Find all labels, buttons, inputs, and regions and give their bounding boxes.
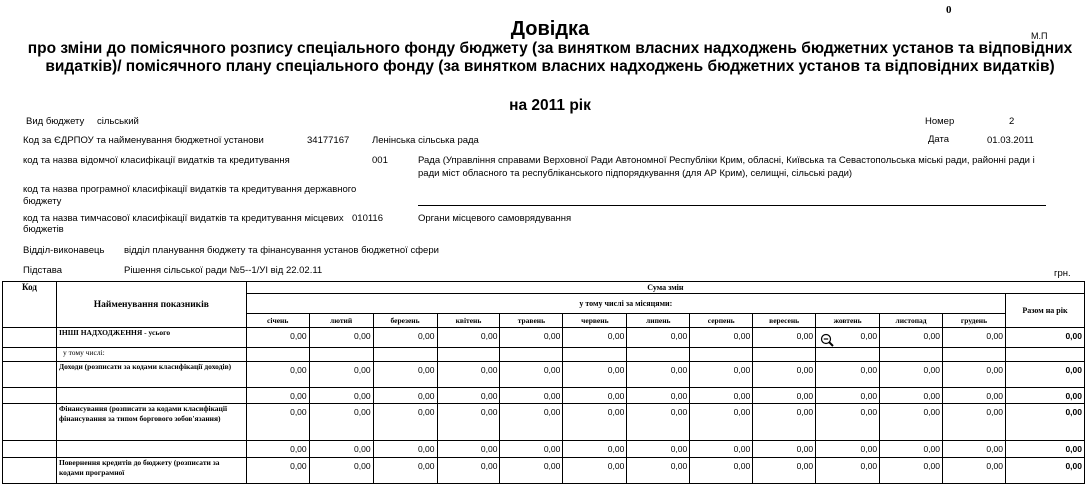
month-value-cell: 0,00 <box>437 404 500 441</box>
month-value-cell <box>309 348 373 362</box>
document-title: Довідка <box>510 18 590 40</box>
changes-table <box>2 281 1085 484</box>
month-value-cell <box>373 348 437 362</box>
month-value-cell <box>690 348 753 362</box>
month-value-cell: 0,00 <box>816 328 880 348</box>
month-value-cell: 0,00 <box>373 404 437 441</box>
month-value-cell: 0,00 <box>880 458 943 484</box>
month-value-cell <box>816 348 880 362</box>
month-value-cell: 0,00 <box>753 441 816 458</box>
row-total-cell: 0,00 <box>1005 328 1084 348</box>
zoom-cursor-icon <box>820 333 834 347</box>
month-value-cell: 0,00 <box>943 458 1006 484</box>
month-value-cell: 0,00 <box>943 328 1006 348</box>
row-name <box>56 388 246 404</box>
month-value-cell: 0,00 <box>880 388 943 404</box>
month-header: квітень <box>437 314 500 328</box>
month-value-cell <box>753 348 816 362</box>
month-value-cell: 0,00 <box>373 362 437 388</box>
month-value-cell: 0,00 <box>627 362 690 388</box>
month-value-cell: 0,00 <box>500 404 563 441</box>
executor-label: Відділ-виконавець <box>23 245 105 256</box>
document-subtitle: про зміни до помісячного розпису спеціального фонду бюджету (за винятком власних надходжень бюджетних установ та відповідних видатків)/ помісячного плану спеціального фонду (за винятком власних надходжень бюджетних установ та відповідних видатків) <box>27 40 1073 75</box>
month-value-cell: 0,00 <box>690 362 753 388</box>
table-row <box>3 328 1085 348</box>
temp-code: 010116 <box>352 213 383 224</box>
month-value-cell: 0,00 <box>816 362 880 388</box>
date-label: Дата <box>928 134 950 145</box>
edrpou-name: Ленінська сільська рада <box>372 135 479 146</box>
month-value-cell: 0,00 <box>309 404 373 441</box>
month-header: грудень <box>943 314 1006 328</box>
basis-label: Підстава <box>23 265 62 276</box>
table-row <box>3 348 1085 362</box>
month-value-cell: 0,00 <box>753 328 816 348</box>
month-value-cell: 0,00 <box>690 441 753 458</box>
month-value-cell: 0,00 <box>690 404 753 441</box>
month-value-cell: 0,00 <box>500 388 563 404</box>
month-value-cell: 0,00 <box>943 441 1006 458</box>
month-value-cell: 0,00 <box>627 404 690 441</box>
month-value-cell: 0,00 <box>690 388 753 404</box>
month-value-cell <box>943 348 1006 362</box>
table-row <box>3 404 1085 441</box>
month-header: січень <box>246 314 309 328</box>
month-value-cell: 0,00 <box>437 362 500 388</box>
month-value-cell <box>437 348 500 362</box>
row-code <box>3 458 57 484</box>
month-value-cell: 0,00 <box>753 362 816 388</box>
month-value-cell: 0,00 <box>563 328 627 348</box>
row-code <box>3 348 57 362</box>
row-total-cell: 0,00 <box>1005 441 1084 458</box>
row-name: Фінансування (розписати за кодами класифікації фінансування за типом боргового зобов'язання) <box>56 404 246 441</box>
month-header: вересень <box>753 314 816 328</box>
month-value-cell <box>627 348 690 362</box>
month-value-cell: 0,00 <box>627 328 690 348</box>
month-value-cell: 0,00 <box>309 362 373 388</box>
month-value-cell: 0,00 <box>437 441 500 458</box>
row-code <box>3 362 57 388</box>
prog-label: код та назва програмної класифікації видатків та кредитування державного бюджету <box>23 184 357 207</box>
date-value: 01.03.2011 <box>987 135 1034 146</box>
document-year: на 2011 рік <box>509 97 591 114</box>
month-value-cell: 0,00 <box>309 441 373 458</box>
month-value-cell: 0,00 <box>627 458 690 484</box>
month-header: лютий <box>309 314 373 328</box>
table-row <box>3 362 1085 388</box>
month-value-cell: 0,00 <box>880 404 943 441</box>
month-value-cell: 0,00 <box>246 441 309 458</box>
table-row <box>3 458 1085 484</box>
month-value-cell: 0,00 <box>437 388 500 404</box>
month-header: травень <box>500 314 563 328</box>
month-value-cell: 0,00 <box>943 388 1006 404</box>
month-value-cell: 0,00 <box>500 458 563 484</box>
temp-label: код та назва тимчасової класифікації видатків та кредитування місцевих бюджетів <box>23 213 344 235</box>
month-value-cell: 0,00 <box>880 362 943 388</box>
dept-name: Рада (Управління справами Верховної Ради Автономної Республіки Крим, обласні, Київська та Севастопольська міські ради, районні ради і ради міст обласного та республіканського підпорядкування (для АР Крим), селищні, сільські ради) <box>418 155 1035 179</box>
row-code <box>3 441 57 458</box>
row-name <box>56 441 246 458</box>
row-total-cell <box>1005 348 1084 362</box>
row-name: Доходи (розписати за кодами класифікації доходів) <box>56 362 246 388</box>
currency-label: грн. <box>1054 268 1071 279</box>
month-value-cell <box>500 348 563 362</box>
month-header: листопад <box>880 314 943 328</box>
month-value-cell: 0,00 <box>246 404 309 441</box>
month-value-cell: 0,00 <box>753 388 816 404</box>
month-value-cell: 0,00 <box>246 458 309 484</box>
month-value-cell: 0,00 <box>309 328 373 348</box>
executor-value: відділ планування бюджету та фінансування установ бюджетної сфери <box>124 245 439 256</box>
month-value-cell: 0,00 <box>309 458 373 484</box>
stamp-place-label: М.П <box>1031 31 1048 41</box>
edrpou-label: Код за ЄДРПОУ та найменування бюджетної установи <box>23 135 264 146</box>
month-value-cell: 0,00 <box>246 388 309 404</box>
number-value: 2 <box>1009 116 1015 127</box>
month-value-cell <box>880 348 943 362</box>
month-value-cell: 0,00 <box>373 328 437 348</box>
basis-value: Рішення сільської ради №5--1/УІ від 22.02.11 <box>124 265 323 276</box>
month-value-cell: 0,00 <box>309 388 373 404</box>
month-value-cell: 0,00 <box>690 458 753 484</box>
month-value-cell: 0,00 <box>246 328 309 348</box>
month-value-cell: 0,00 <box>373 458 437 484</box>
month-value-cell: 0,00 <box>563 388 627 404</box>
row-total-cell: 0,00 <box>1005 388 1084 404</box>
month-value-cell: 0,00 <box>246 362 309 388</box>
row-name: ІНШІ НАДХОДЖЕННЯ - усього <box>56 328 246 348</box>
month-value-cell <box>563 348 627 362</box>
month-value-cell: 0,00 <box>500 362 563 388</box>
row-total-cell: 0,00 <box>1005 362 1084 388</box>
table-row <box>3 388 1085 404</box>
dept-code: 001 <box>372 155 388 166</box>
month-value-cell: 0,00 <box>373 441 437 458</box>
row-code <box>3 388 57 404</box>
month-value-cell: 0,00 <box>437 458 500 484</box>
table-row <box>3 441 1085 458</box>
budget-type-label: Вид бюджету <box>26 116 85 127</box>
col-name-header: Найменування показників <box>56 282 246 328</box>
month-header: березень <box>373 314 437 328</box>
row-code <box>3 404 57 441</box>
month-value-cell: 0,00 <box>816 458 880 484</box>
month-value-cell: 0,00 <box>816 441 880 458</box>
month-value-cell: 0,00 <box>627 441 690 458</box>
month-value-cell: 0,00 <box>690 328 753 348</box>
month-value-cell: 0,00 <box>943 362 1006 388</box>
month-value-cell: 0,00 <box>880 328 943 348</box>
number-label: Номер <box>925 116 955 127</box>
col-months-group-header: у тому числі за місяцями: <box>246 294 1005 314</box>
month-value-cell: 0,00 <box>437 328 500 348</box>
month-value-cell: 0,00 <box>563 458 627 484</box>
month-value-cell: 0,00 <box>943 404 1006 441</box>
month-value-cell <box>246 348 309 362</box>
month-value-cell: 0,00 <box>880 441 943 458</box>
col-total-header: Разом на рік <box>1005 294 1084 328</box>
month-value-cell: 0,00 <box>753 404 816 441</box>
temp-name: Органи місцевого самоврядування <box>418 213 572 224</box>
month-value-cell: 0,00 <box>816 404 880 441</box>
month-header: липень <box>627 314 690 328</box>
edrpou-code: 34177167 <box>307 135 350 146</box>
month-value-cell: 0,00 <box>563 362 627 388</box>
month-value-cell: 0,00 <box>563 441 627 458</box>
month-value-cell: 0,00 <box>500 328 563 348</box>
col-code-header: Код <box>3 282 57 328</box>
month-value-cell: 0,00 <box>816 388 880 404</box>
month-value-cell: 0,00 <box>627 388 690 404</box>
row-name: у тому числі: <box>56 348 246 362</box>
month-header: жовтень <box>816 314 880 328</box>
col-sum-header: Сума змін <box>246 282 1084 294</box>
row-code <box>3 328 57 348</box>
prog-underline <box>418 205 1046 206</box>
month-value-cell: 0,00 <box>373 388 437 404</box>
month-value-cell: 0,00 <box>563 404 627 441</box>
page-number: 0 <box>946 4 952 16</box>
dept-label: код та назва відомчої класифікації видатків та кредитування <box>23 155 290 166</box>
row-name: Повернення кредитів до бюджету (розписати за кодами програмної <box>56 458 246 484</box>
budget-type-value: сільський <box>97 116 139 127</box>
month-value-cell: 0,00 <box>753 458 816 484</box>
month-header: серпень <box>690 314 753 328</box>
month-header: червень <box>563 314 627 328</box>
month-value-cell: 0,00 <box>500 441 563 458</box>
row-total-cell: 0,00 <box>1005 404 1084 441</box>
row-total-cell: 0,00 <box>1005 458 1084 484</box>
